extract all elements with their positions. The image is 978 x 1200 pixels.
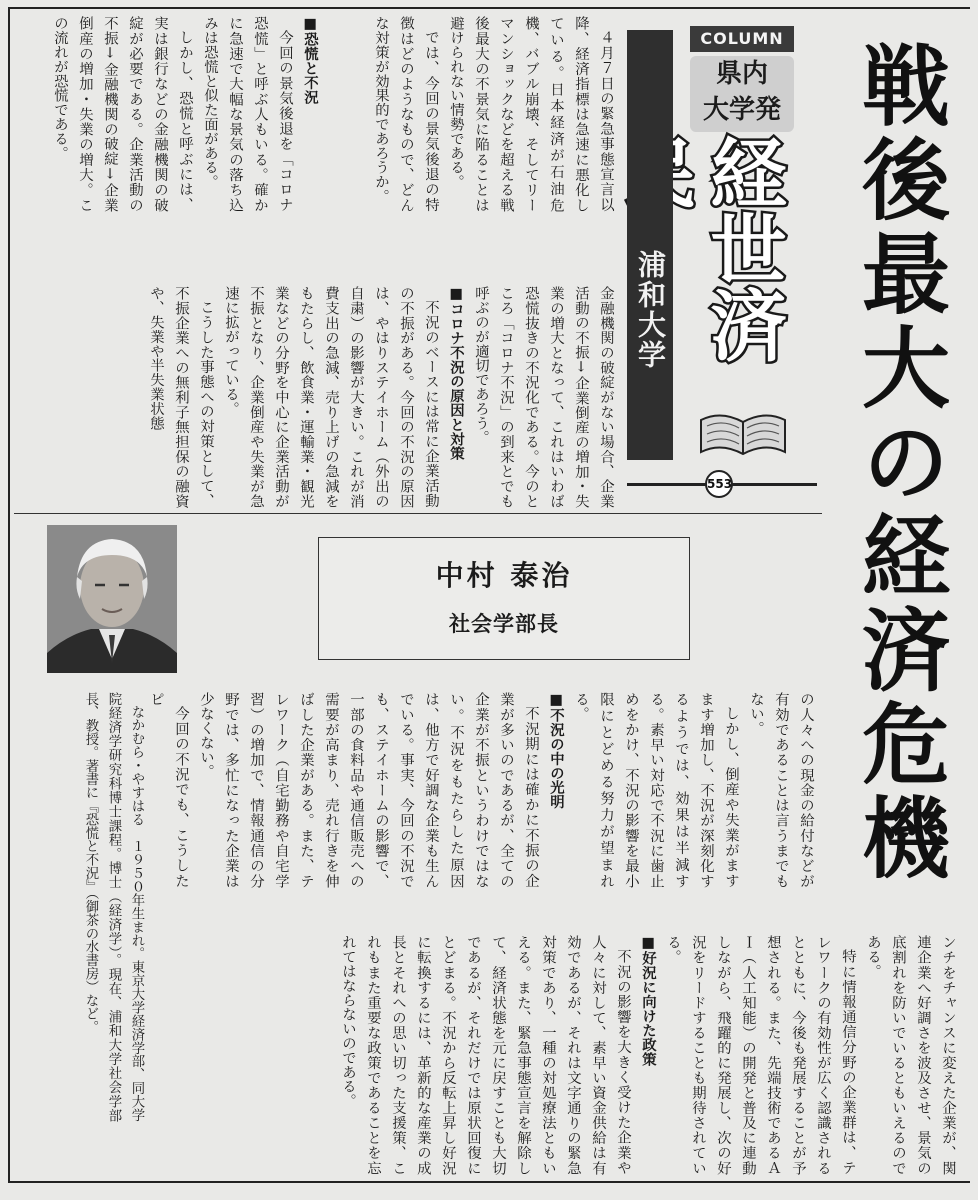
paragraph: 特に情報通信分野の企業群は、テレワークの有効性が広く認識されるとともに、今後も発展することが予想される。また、先端技術であるＡＩ（人工知能）の開発と普及に連動しながら、飛躍的に発展し、次の好況をリードすることも期待されている。: [665, 935, 856, 1175]
paragraph: 不況のベースには常に企業活動の不振がある。今回の不況の原因は、やはりステイホーム（外出の自粛）の影響が大きい。これが消費支出の急減、売り上げの急減をもたらし、飲食業・運輸業・観光業などの分野を中心に企業活動が不振となり、企業倒産や失業が急速に拡がっている。: [223, 286, 439, 508]
frame-bottom-rule: [8, 1181, 970, 1183]
author-box: [318, 537, 690, 660]
article-column-1: [325, 16, 618, 212]
series-subtitle-line-2: 大学発: [702, 95, 781, 125]
series-title: 経世済: [698, 134, 787, 362]
article-column-4: [160, 935, 960, 1175]
section-heading-panic: ■恐慌と不況: [302, 16, 318, 104]
paragraph: 金融機関の破綻がない場合、企業活動の不振↓企業倒産の増加・失業の増大となって、これはいわば恐慌抜きの不況化である。今のところ「コロナ不況」の到来とでも呼ぶのが適切であろう。: [473, 286, 614, 508]
paragraph: ４月７日の緊急事態宣言以降、経済指標は急速に悪化している。日本経済が石油危機、バブル崩壊、そしてリーマンショックなどを超える戦後最大の不景気に陥ることは避けられない情勢である。: [448, 16, 614, 212]
section-heading-light: ■不況の中の光明: [548, 692, 564, 809]
article-column-2: [16, 286, 618, 508]
paragraph: 不況期には確かに不振の企業が多いのであるが、全ての企業が不振というわけではない。不況をもたらした原因は、他方で好調な企業も生んでいる。事実、今回の不況でも、ステイホームの影響で、一部の食料品や通信販売への需要が高まり、売れ行きを伸ばした企業がある。また、テレワーク（自宅勤務や自宅学習）の増加で、情報通信の分野では、多忙になった企業は少なくない。: [198, 692, 539, 888]
headline: 戦後最大の経済危機: [848, 40, 951, 886]
author-portrait: [47, 525, 177, 673]
paragraph: しかし、恐慌と呼ぶには、実は銀行などの金融機関の破綻が必要である。企業活動の不振↓金融機関の破綻↓企業倒産の増加・失業の増大。この流れが恐慌である。: [52, 16, 193, 212]
university-banner: [627, 30, 673, 460]
paragraph: 不況の影響を大きく受けた企業や人々に対して、素早い資金供給は有効であるが、それは文字通りの緊急対策であり、一種の対処療法ともいえる。また、緊急事態宣言を解除して、経済状態を元に戻すことも大切であるが、それだけでは原状回復にとどまる。不況から反転上昇し好況に転換するには、革新的な産業の成長とそれへの思い切った支援策、これもまた重要な政策であることを忘れてはならないのである。: [340, 935, 631, 1175]
section-heading-policy: ■好況に向けた政策: [640, 935, 656, 1067]
author-bio: [54, 692, 148, 1122]
paragraph: ンチをチャンスに変えた企業が、関連企業へ好調さを波及させ、景気の底割れを防いでいるともいえるのである。: [865, 935, 956, 1175]
column-number: 553: [705, 470, 733, 498]
series-subtitle: [690, 56, 794, 132]
section-heading-corona: ■コロナ不況の原因と対策: [448, 286, 464, 461]
author-title: 社会学部長: [449, 612, 559, 636]
frame-top-rule: [8, 7, 970, 9]
article-column-3: [150, 692, 818, 888]
series-subtitle-line-1: 県内: [715, 59, 768, 89]
section-divider: [14, 513, 822, 514]
book-icon: [697, 408, 789, 458]
paragraph: では、今回の景気後退の特徴はどのようなもので、どんな対策が効果的であろうか。: [373, 16, 439, 212]
paragraph: しかし、倒産や失業がますます増加し、不況が深刻化するようでは、効果は半減する。素早い対応で不況に歯止めをかけ、不況の影響を最小限にとどめる努力が望まれる。: [573, 692, 739, 888]
paragraph: 今回の不況でも、こうしたピ: [148, 692, 189, 888]
paragraph: の人々への現金の給付などが有効であることは言うまでもない。: [748, 692, 814, 888]
university-name: 浦和大学: [634, 250, 667, 370]
paragraph: 今回の景気後退を「コロナ恐慌」と呼ぶ人もいる。確かに急速で大幅な景気の落ち込みは恐慌と似た面がある。: [202, 16, 293, 212]
column-label: COLUMN: [690, 26, 794, 52]
frame-left-rule: [8, 7, 10, 1182]
article-column-1b: [16, 16, 322, 212]
bio-text: なかむら・やすはる １９５０年生まれ。東京大学経済学部、同大学院経済学研究科博士課程。博士（経済学）。現在、浦和大学社会学部長、教授。著書に『恐慌と不況』（御茶の水書房）など。: [83, 692, 144, 1122]
author-name: 中村 泰治: [435, 559, 573, 592]
paragraph: こうした事態への対策として、不振企業への無利子無担保の融資や、失業や半失業状態: [148, 286, 214, 508]
